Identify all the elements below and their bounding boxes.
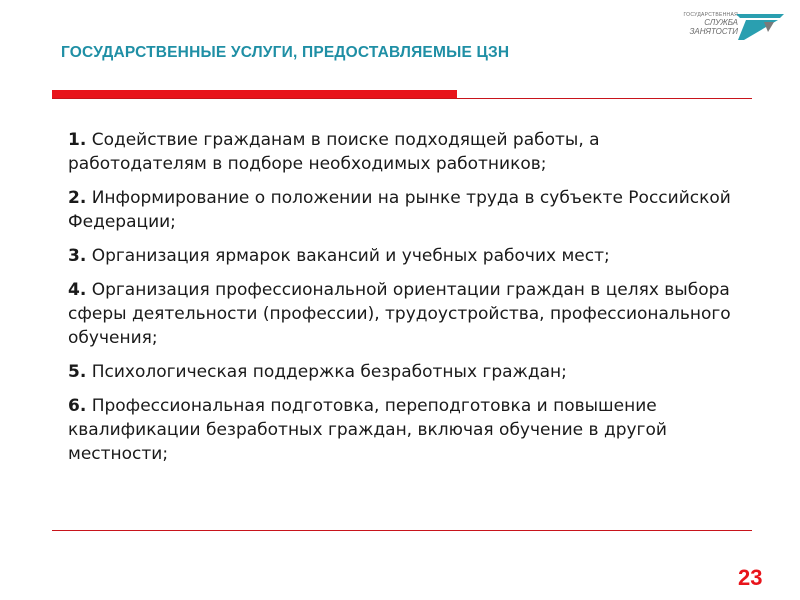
item-number: 5.: [68, 362, 87, 382]
item-text: Психологическая поддержка безработных граждан;: [91, 362, 567, 382]
list-item: [68, 128, 738, 176]
item-number: 2.: [68, 188, 87, 208]
list-item: [68, 360, 738, 384]
item-number: 1.: [68, 130, 87, 150]
item-text: Организация профессиональной ориентации граждан в целях выбора сферы деятельности (профессии), трудоустройства, профессионального обучения;: [68, 280, 731, 348]
list-item: [68, 186, 738, 234]
item-text: Организация ярмарок вакансий и учебных рабочих мест;: [91, 246, 610, 266]
list-item: [68, 244, 738, 268]
services-list: [68, 128, 738, 476]
page-number: 23: [738, 565, 763, 590]
item-text: Информирование о положении на рынке труда в субъекте Российской Федерации;: [68, 188, 731, 232]
list-item: [68, 278, 738, 350]
employment-service-logo: [672, 8, 790, 44]
logo-line-3: ЗАНЯТОСТИ: [689, 27, 738, 36]
logo-line-2: СЛУЖБА: [704, 18, 738, 27]
item-text: Профессиональная подготовка, переподготовка и повышение квалификации безработных граждан, включая обучение в другой местности;: [68, 396, 667, 464]
page-title: ГОСУДАРСТВЕННЫЕ УСЛУГИ, ПРЕДОСТАВЛЯЕМЫЕ ЦЗН: [61, 44, 510, 61]
logo-line-1: ГОСУДАРСТВЕННАЯ: [683, 12, 738, 18]
footer-rule: [52, 530, 752, 531]
list-item: [68, 394, 738, 466]
item-number: 6.: [68, 396, 87, 416]
title-underline-bar: [52, 90, 457, 98]
title-underline-rule: [52, 98, 752, 99]
logo-text: [672, 8, 738, 36]
item-number: 3.: [68, 246, 87, 266]
item-text: Содействие гражданам в поиске подходящей работы, а работодателям в подборе необходимых работников;: [68, 130, 600, 174]
item-number: 4.: [68, 280, 87, 300]
logo-emblem-icon: [734, 10, 786, 42]
